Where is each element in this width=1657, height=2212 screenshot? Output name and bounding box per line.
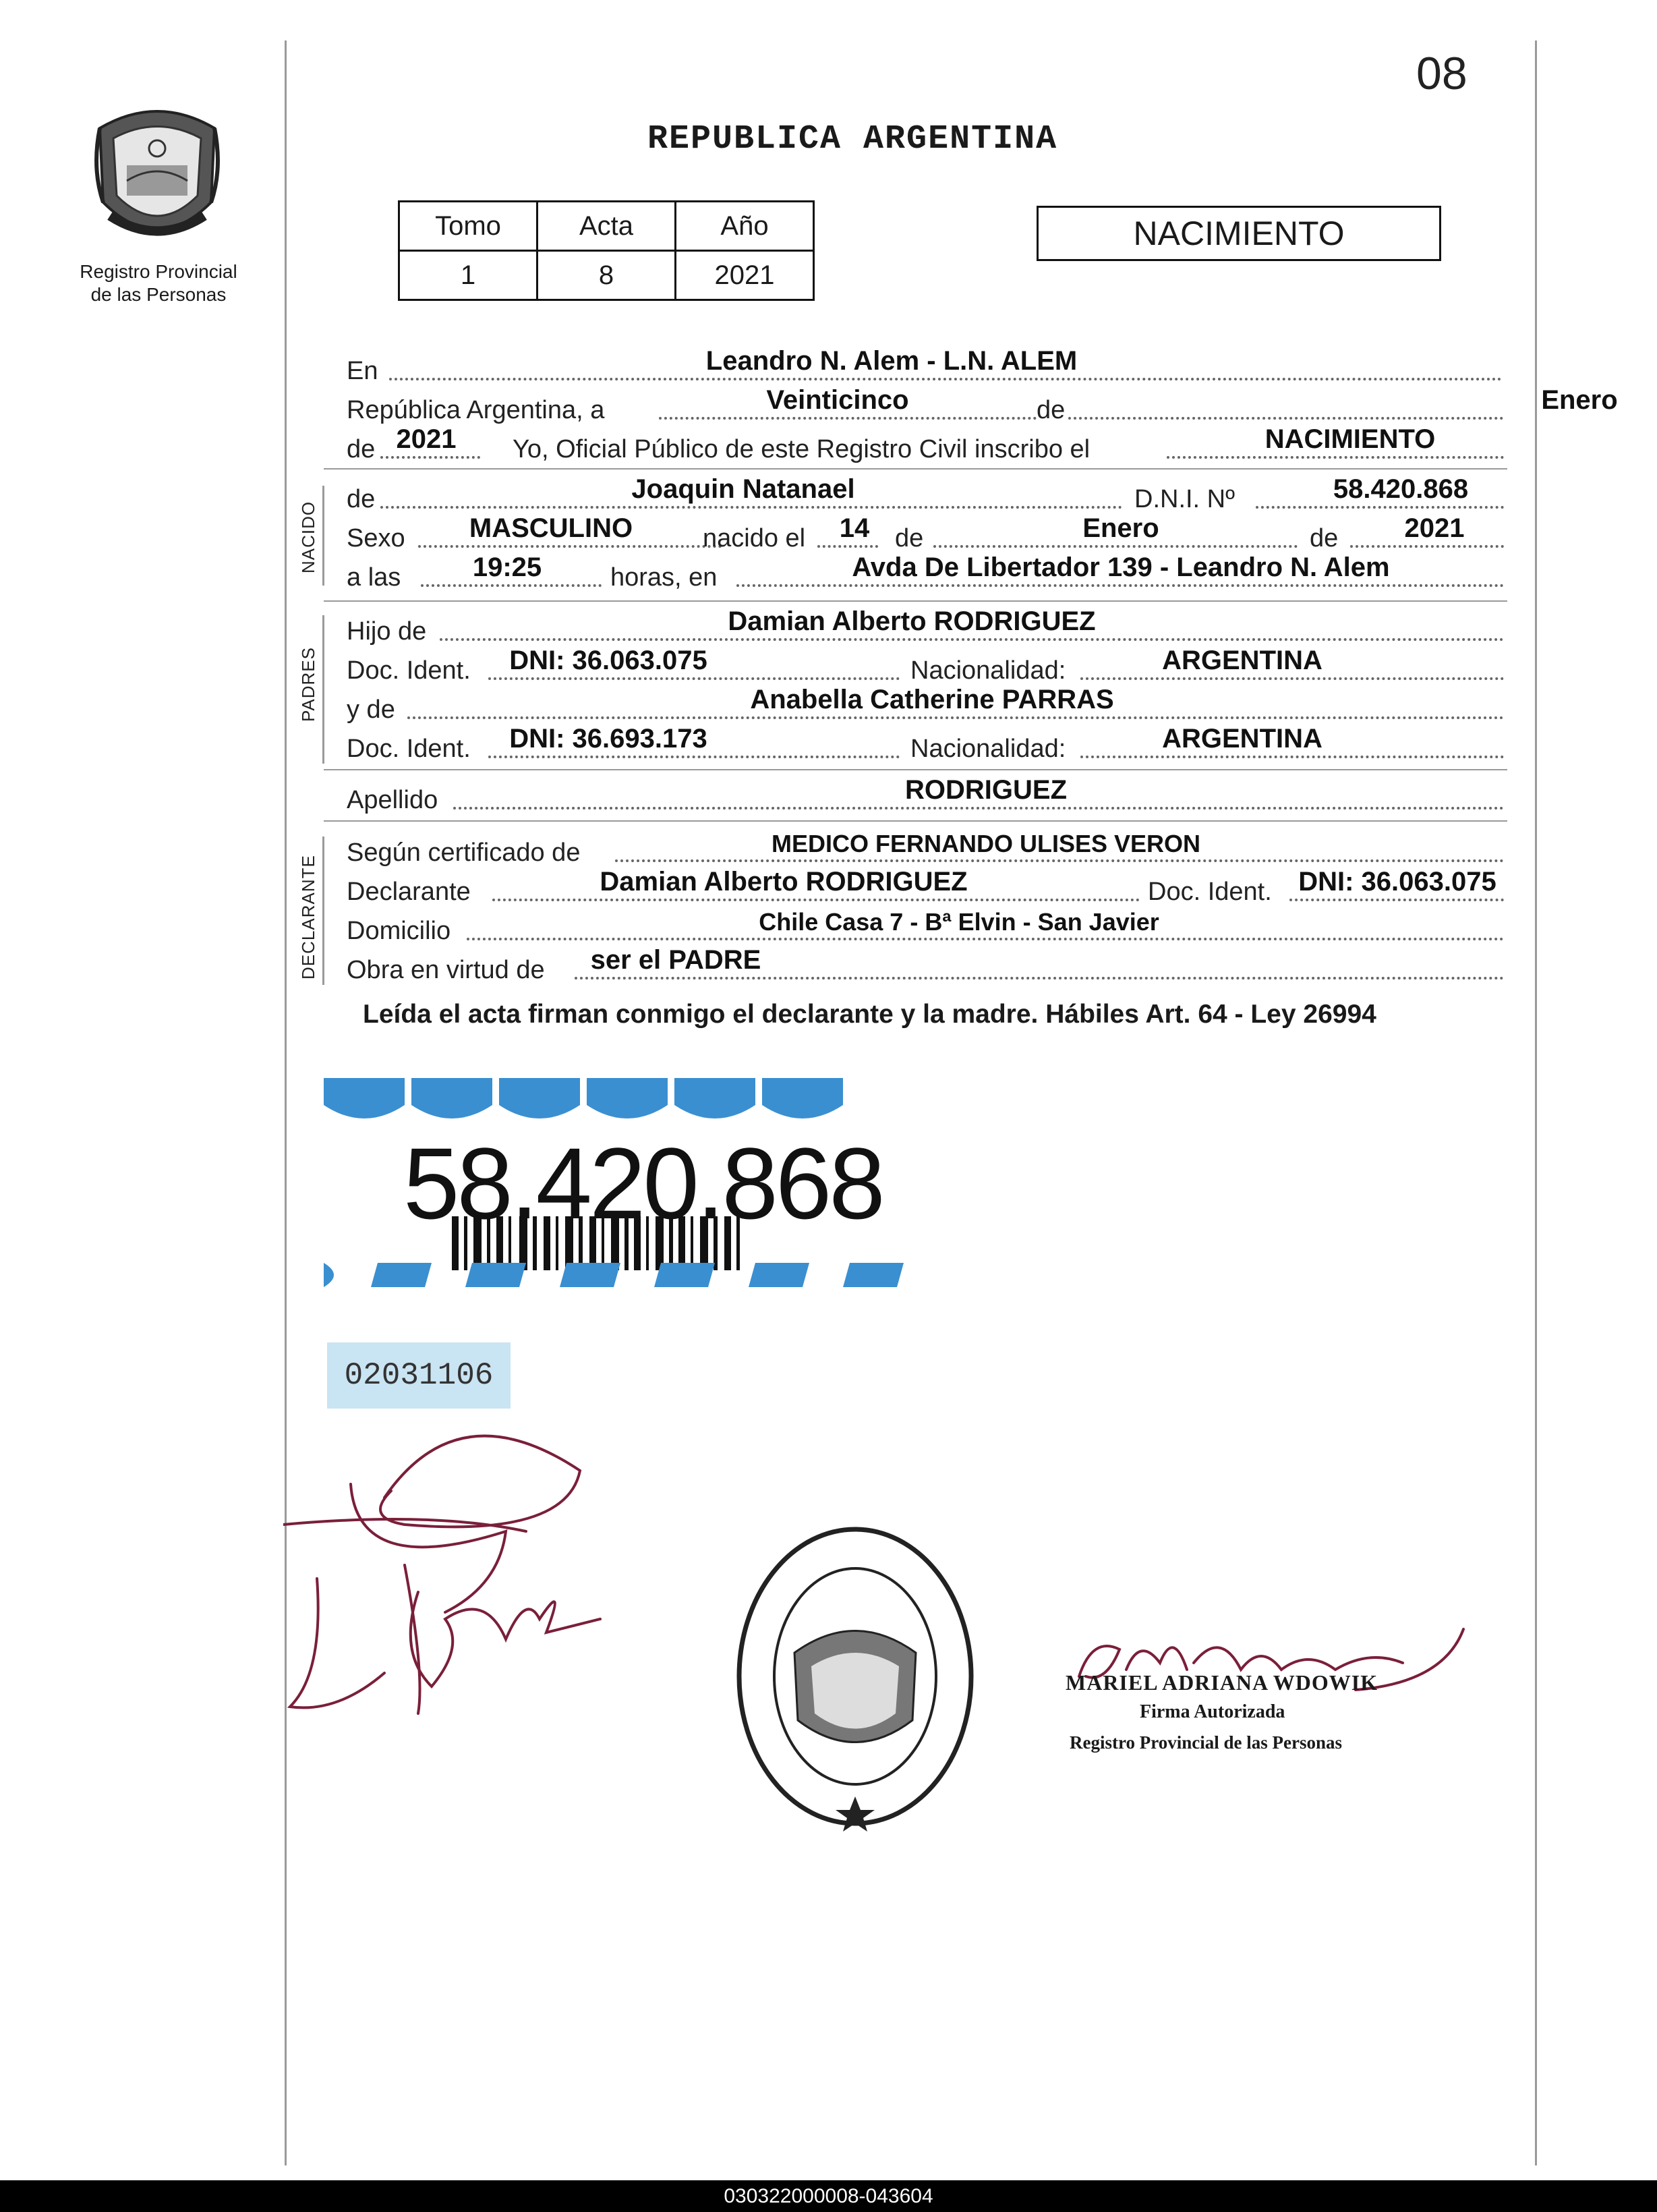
label-declarante: Declarante [347, 878, 471, 906]
row-nombre [345, 474, 1505, 514]
label-republica: República Argentina, a [347, 396, 605, 424]
label-sexo: Sexo [347, 524, 405, 552]
left-margin-rule [285, 40, 287, 2165]
label-domicilio: Domicilio [347, 917, 451, 945]
act-type-box: NACIMIENTO [1037, 206, 1441, 261]
value-inscribo: NACIMIENTO [1264, 424, 1436, 454]
label-y-de: y de [347, 696, 395, 724]
value-mes: Enero [1541, 385, 1618, 415]
label-nac-padre: Nacionalidad: [910, 656, 1066, 685]
value-mes-nacimiento: Enero [1082, 513, 1159, 543]
row-hora [345, 552, 1505, 592]
row-padre [345, 606, 1505, 646]
row-padre-doc [345, 646, 1505, 685]
page-number: 08 [1416, 48, 1467, 99]
label-horas-en: horas, en [610, 563, 718, 592]
footer-code: 030322000008-043604 [0, 2180, 1657, 2212]
value-lugar-nacimiento: Avda De Libertador 139 - Leandro N. Alem [852, 552, 1390, 582]
value-domicilio: Chile Casa 7 - Bª Elvin - San Javier [759, 908, 1159, 936]
registry-table [398, 200, 815, 301]
value-dia-nacimiento: 14 [839, 513, 870, 543]
value-dni: 58.420.868 [1333, 474, 1469, 504]
value-sexo: MASCULINO [469, 513, 633, 543]
side-label-nacido: NACIDO [298, 501, 318, 573]
label-de: de [1037, 396, 1066, 424]
province-seal-logo [86, 101, 228, 253]
value-anio-registro: 2021 [396, 424, 457, 454]
value-acta: 8 [537, 251, 676, 300]
dni-sticker [324, 1078, 917, 1324]
value-declarante-doc: DNI: 36.063.075 [1298, 867, 1496, 897]
row-declarante [345, 867, 1505, 907]
label-certificado: Según certificado de [347, 839, 581, 867]
row-certificado [345, 832, 1505, 868]
value-apellido: RODRIGUEZ [905, 775, 1067, 805]
signatory-role: Firma Autorizada [1140, 1701, 1285, 1722]
value-hora: 19:25 [472, 552, 542, 582]
sticker-dni-number: 58.420.868 [403, 1127, 883, 1240]
value-declarante: Damian Alberto RODRIGUEZ [600, 867, 968, 897]
label-apellido: Apellido [347, 786, 438, 814]
control-number-label: 02031106 [327, 1342, 511, 1409]
value-padre-doc: DNI: 36.063.075 [509, 646, 707, 675]
value-tomo: 1 [399, 251, 537, 300]
row-apellido [345, 775, 1505, 815]
label-de-year: de [347, 435, 376, 463]
registry-caption [54, 260, 263, 306]
label-doc-padre: Doc. Ident. [347, 656, 471, 685]
value-anio-nacimiento: 2021 [1404, 513, 1465, 543]
value-virtud: ser el PADRE [590, 945, 761, 975]
value-padre: Damian Alberto RODRIGUEZ [728, 606, 1096, 636]
header-tomo: Tomo [399, 202, 537, 251]
label-doc-madre: Doc. Ident. [347, 735, 471, 763]
signatory-org: Registro Provincial de las Personas [1070, 1732, 1342, 1753]
value-anio: 2021 [676, 251, 814, 300]
value-padre-nac: ARGENTINA [1162, 646, 1322, 675]
label-en: En [347, 357, 378, 385]
label-de-anio: de [1310, 524, 1339, 552]
value-lugar-registro: Leandro N. Alem - L.N. ALEM [705, 346, 1078, 376]
label-a-las: a las [347, 563, 401, 592]
label-de-nombre: de [347, 485, 376, 513]
declarant-signature [283, 1417, 620, 1744]
label-hijo-de: Hijo de [347, 617, 427, 646]
label-doc-declarante: Doc. Ident. [1148, 878, 1272, 906]
label-nac-madre: Nacionalidad: [910, 735, 1066, 763]
value-nombre: Joaquin Natanael [631, 474, 855, 504]
label-dni: D.N.I. Nº [1134, 485, 1235, 513]
row-madre [345, 685, 1505, 725]
value-certificado: MEDICO FERNANDO ULISES VERON [771, 830, 1201, 857]
row-en [345, 346, 1505, 386]
row-inscribo [345, 424, 1505, 464]
header-acta: Acta [537, 202, 676, 251]
value-madre-nac: ARGENTINA [1162, 724, 1322, 754]
right-margin-rule [1535, 40, 1537, 2165]
registry-oval-stamp [730, 1521, 980, 1835]
row-fecha [345, 385, 1618, 425]
header-anio: Año [676, 202, 814, 251]
side-label-declarante: DECLARANTE [298, 855, 318, 980]
row-madre-doc [345, 724, 1505, 764]
side-label-padres: PADRES [298, 647, 318, 722]
signatory-name: MARIEL ADRIANA WDOWIK [1066, 1670, 1378, 1695]
closing-statement: Leída el acta firman conmigo el declarante y la madre. Hábiles Art. 64 - Ley 26994 [363, 1000, 1376, 1029]
value-madre-doc: DNI: 36.693.173 [509, 724, 707, 754]
row-sexo [345, 513, 1505, 553]
row-domicilio [345, 908, 1505, 946]
label-inscribo: Yo, Oficial Público de este Registro Civil inscribo el [513, 435, 1091, 463]
value-dia: Veinticinco [766, 385, 909, 415]
row-virtud [345, 945, 1505, 985]
label-de-mes: de [895, 524, 924, 552]
caption-line1: Registro Provincial [80, 261, 237, 282]
value-madre: Anabella Catherine PARRAS [750, 685, 1114, 714]
caption-line2: de las Personas [90, 284, 227, 305]
label-virtud: Obra en virtud de [347, 956, 545, 984]
document-title: REPUBLICA ARGENTINA [647, 120, 1058, 159]
label-nacido-el: nacido el [703, 524, 806, 552]
